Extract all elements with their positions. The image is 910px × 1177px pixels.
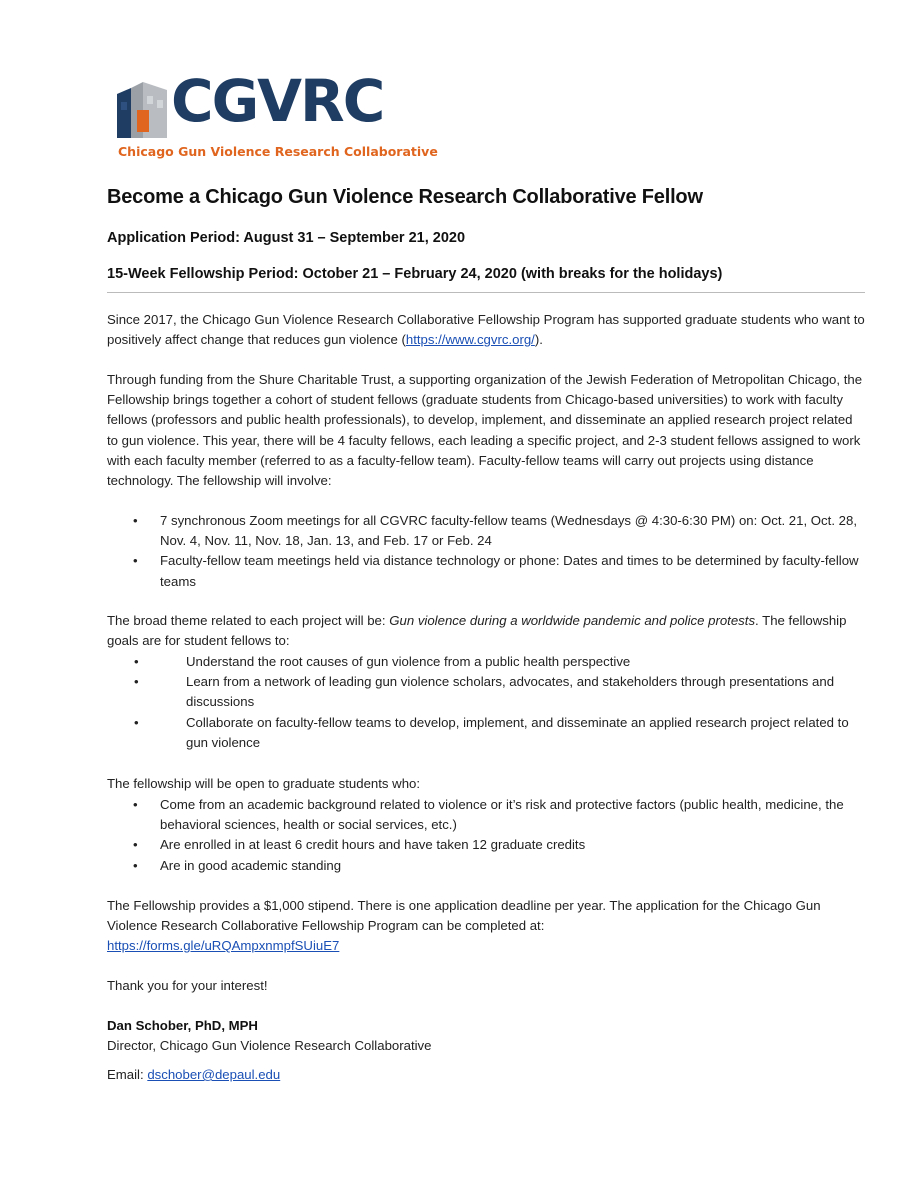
page-title: Become a Chicago Gun Violence Research Collaborative Fellow	[107, 186, 703, 208]
list-item-text: Come from an academic background related to violence or it’s risk and protective factors (public health, medicine, the behavioral sciences, health or social services, etc.)	[160, 797, 844, 833]
list-item-text: Learn from a network of leading gun violence scholars, advocates, and stakeholders through presentations and discussions	[186, 674, 835, 710]
building-logo-icon	[117, 82, 167, 138]
bullet: •	[133, 553, 138, 569]
list-item	[133, 511, 865, 551]
list-item-text: Understand the root causes of gun violence from a public health perspective	[186, 654, 631, 669]
application-form-link[interactable]: https://forms.gle/uRQAmpxnmpfSUiuE7	[107, 938, 340, 954]
signature-name: Dan Schober, PhD, MPH	[107, 1018, 258, 1033]
list-item-text: Are enrolled in at least 6 credit hours and have taken 12 graduate credits	[160, 837, 586, 853]
signature-role: Director, Chicago Gun Violence Research Collaborative	[107, 1038, 432, 1053]
email-label: Email:	[107, 1067, 148, 1082]
bullet: •	[133, 857, 138, 873]
thanks-line: Thank you for your interest!	[107, 978, 268, 993]
heading-divider	[107, 292, 865, 293]
funding-paragraph: Through funding from the Shure Charitable Trust, a supporting organization of the Jewish Federation of Metropolitan Chicago, the Fellowship brings together a cohort of student fellows (graduate students from Chicago-based universities) to work with faculty fellows (professors and public health professionals), to develop, implement, and disseminate an applied research project related to gun violence. This year, there will be 4 faculty fellows, each leading a specific project, and 2-3 student fellows assigned to work with each faculty member (referred to as a faculty-fellow team). Faculty-fellow teams will carry out projects using distance technology. The fellowship will involve:	[107, 372, 863, 489]
list-item-text: Collaborate on faculty-fellow teams to develop, implement, and disseminate an applied research project related to gun violence	[186, 714, 849, 750]
list-item	[133, 856, 865, 876]
list-item-text: Faculty-fellow team meetings held via distance technology or phone: Dates and times to be determined by faculty-fellow teams	[160, 553, 859, 589]
bullet: •	[133, 513, 138, 528]
theme-prefix: The broad theme related to each project will be:	[107, 613, 390, 628]
list-item-text: 7 synchronous Zoom meetings for all CGVRC faculty-fellow teams (Wednesdays @ 4:30-6:30 PM) on: Oct. 21, Oct. 28, Nov. 4, Nov. 11, Nov. 18, Jan. 13, and Feb. 17 or Feb. 24	[160, 513, 857, 549]
cgvrc-logo	[117, 67, 438, 165]
logo-wordmark: CGVRC	[171, 67, 384, 135]
list-item-text: Are in good academic standing	[160, 857, 342, 873]
stipend-paragraph	[107, 896, 847, 957]
intro-end: ).	[534, 332, 543, 348]
logo-subtitle: Chicago Gun Violence Research Collaborative	[118, 144, 438, 159]
list-item	[133, 795, 865, 835]
goals-list	[134, 652, 861, 753]
theme-text: Gun violence during a worldwide pandemic and police protests	[389, 613, 756, 628]
criteria-list	[133, 795, 865, 876]
email-link[interactable]: dschober@depaul.edu	[147, 1067, 281, 1082]
stipend-text: The Fellowship provides a $1,000 stipend. There is one application deadline per year. The application for the Chicago Gun Violence Research Collaborative Fellowship Program can be completed at:	[107, 898, 821, 934]
bullet: •	[133, 797, 138, 812]
bullet: •	[133, 837, 138, 853]
theme-suffix: . The fellowship goals are for student fellows to:	[107, 613, 847, 649]
application-period: Application Period: August 31 – September 21, 2020	[107, 230, 466, 246]
list-item	[134, 713, 861, 753]
involve-list	[133, 511, 865, 592]
list-item	[133, 551, 865, 591]
bullet: •	[134, 674, 139, 690]
open-to-paragraph: The fellowship will be open to graduate students who:	[107, 776, 421, 791]
bullet: •	[134, 714, 139, 730]
cgvrc-website-link[interactable]: https://www.cgvrc.org/	[405, 332, 535, 348]
fellowship-period: 15-Week Fellowship Period: October 21 – February 24, 2020 (with breaks for the holidays)	[107, 266, 723, 282]
intro-paragraph	[107, 310, 867, 350]
list-item	[134, 672, 861, 712]
list-item	[133, 835, 865, 855]
bullet: •	[134, 654, 139, 669]
signature-email	[107, 1065, 867, 1085]
theme-paragraph	[107, 611, 867, 651]
list-item	[134, 652, 861, 672]
intro-text: Since 2017, the Chicago Gun Violence Research Collaborative Fellowship Program has supported graduate students who want to positively affect change that reduces gun violence (	[107, 312, 865, 348]
